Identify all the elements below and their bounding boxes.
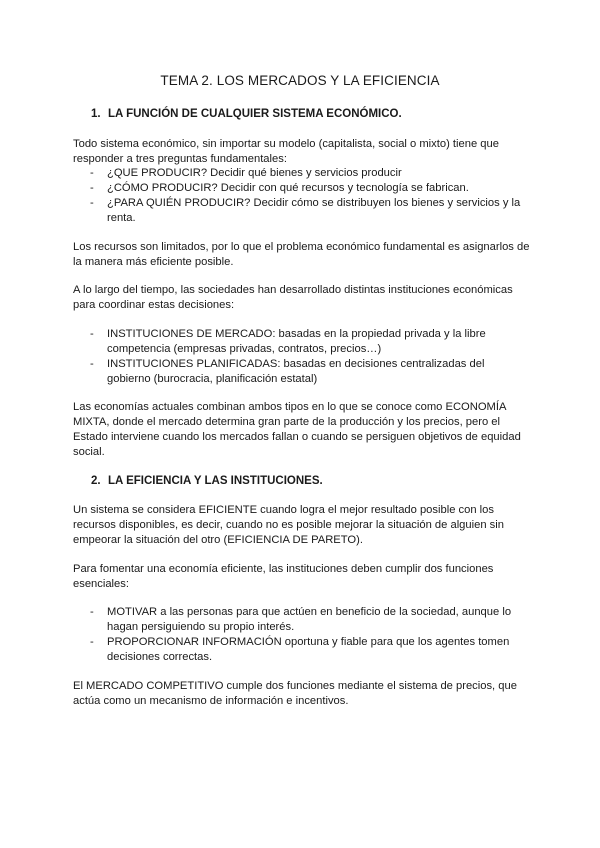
section-2-title: LA EFICIENCIA Y LAS INSTITUCIONES.: [108, 475, 323, 487]
bullet-dash: -: [90, 358, 94, 370]
section-1-title: LA FUNCIÓN DE CUALQUIER SISTEMA ECONÓMICO.: [108, 108, 402, 120]
list-item: [90, 196, 530, 226]
bullet-dash: -: [90, 636, 94, 648]
bullet-dash: -: [90, 167, 94, 179]
institutions-list: [90, 327, 530, 387]
questions-list: [90, 166, 530, 226]
section-1-intro: Todo sistema económico, sin importar su modelo (capitalista, social o mixto) tiene que responder a tres preguntas fundamentales:: [73, 138, 499, 165]
bullet-dash: -: [90, 182, 94, 194]
section-2-paragraph-2: Para fomentar una economía eficiente, las instituciones deben cumplir dos funciones esenciales:: [73, 563, 494, 590]
section-1-paragraph-3: A lo largo del tiempo, las sociedades han desarrollado distintas instituciones económicas para coordinar estas decisiones:: [73, 284, 513, 311]
functions-list: [90, 605, 530, 665]
section-1-number: 1.: [91, 108, 101, 120]
section-2-paragraph-1: Un sistema se considera EFICIENTE cuando logra el mejor resultado posible con los recursos disponibles, es decir, cuando no es posible mejorar la situación de alguien sin empeorar la situación del otro (EFICIENCIA DE PARETO).: [73, 504, 504, 546]
section-2-paragraph-3: El MERCADO COMPETITIVO cumple dos funciones mediante el sistema de precios, que actúa como un mecanismo de información e incentivos.: [73, 680, 517, 707]
bullet-dash: -: [90, 606, 94, 618]
document-title: TEMA 2. LOS MERCADOS Y LA EFICIENCIA: [160, 73, 440, 88]
question-for-whom: ¿PARA QUIÉN PRODUCIR? Decidir cómo se distribuyen los bienes y servicios y la renta.: [107, 197, 521, 224]
list-item: [90, 181, 530, 196]
section-1-paragraph-4: Las economías actuales combinan ambos tipos en lo que se conoce como ECONOMÍA MIXTA, donde el mercado determina gran parte de la producción y los precios, pero el Estado interviene cuando los mercados fallan o cuando se persiguen objetivos de equidad social.: [73, 401, 521, 458]
list-item: [90, 166, 530, 181]
list-item: [90, 635, 530, 665]
section-2-number: 2.: [91, 475, 101, 487]
section-1-paragraph-2: Los recursos son limitados, por lo que el problema económico fundamental es asignarlos de la manera más eficiente posible.: [73, 241, 530, 268]
function-motivate: MOTIVAR a las personas para que actúen en beneficio de la sociedad, aunque lo hagan persiguiendo su propio interés.: [107, 606, 512, 633]
institution-planned: INSTITUCIONES PLANIFICADAS: basadas en decisiones centralizadas del gobierno (burocracia, planificación estatal): [107, 358, 485, 385]
bullet-dash: -: [90, 197, 94, 209]
bullet-dash: -: [90, 328, 94, 340]
list-item: [90, 357, 530, 387]
list-item: [90, 605, 530, 635]
function-inform: PROPORCIONAR INFORMACIÓN oportuna y fiable para que los agentes tomen decisiones correctas.: [107, 636, 510, 663]
institution-market: INSTITUCIONES DE MERCADO: basadas en la propiedad privada y la libre competencia (empresas privadas, contratos, precios…): [107, 328, 486, 355]
question-how: ¿CÓMO PRODUCIR? Decidir con qué recursos y tecnología se fabrican.: [107, 182, 469, 194]
list-item: [90, 327, 530, 357]
question-what: ¿QUE PRODUCIR? Decidir qué bienes y servicios producir: [107, 167, 402, 179]
